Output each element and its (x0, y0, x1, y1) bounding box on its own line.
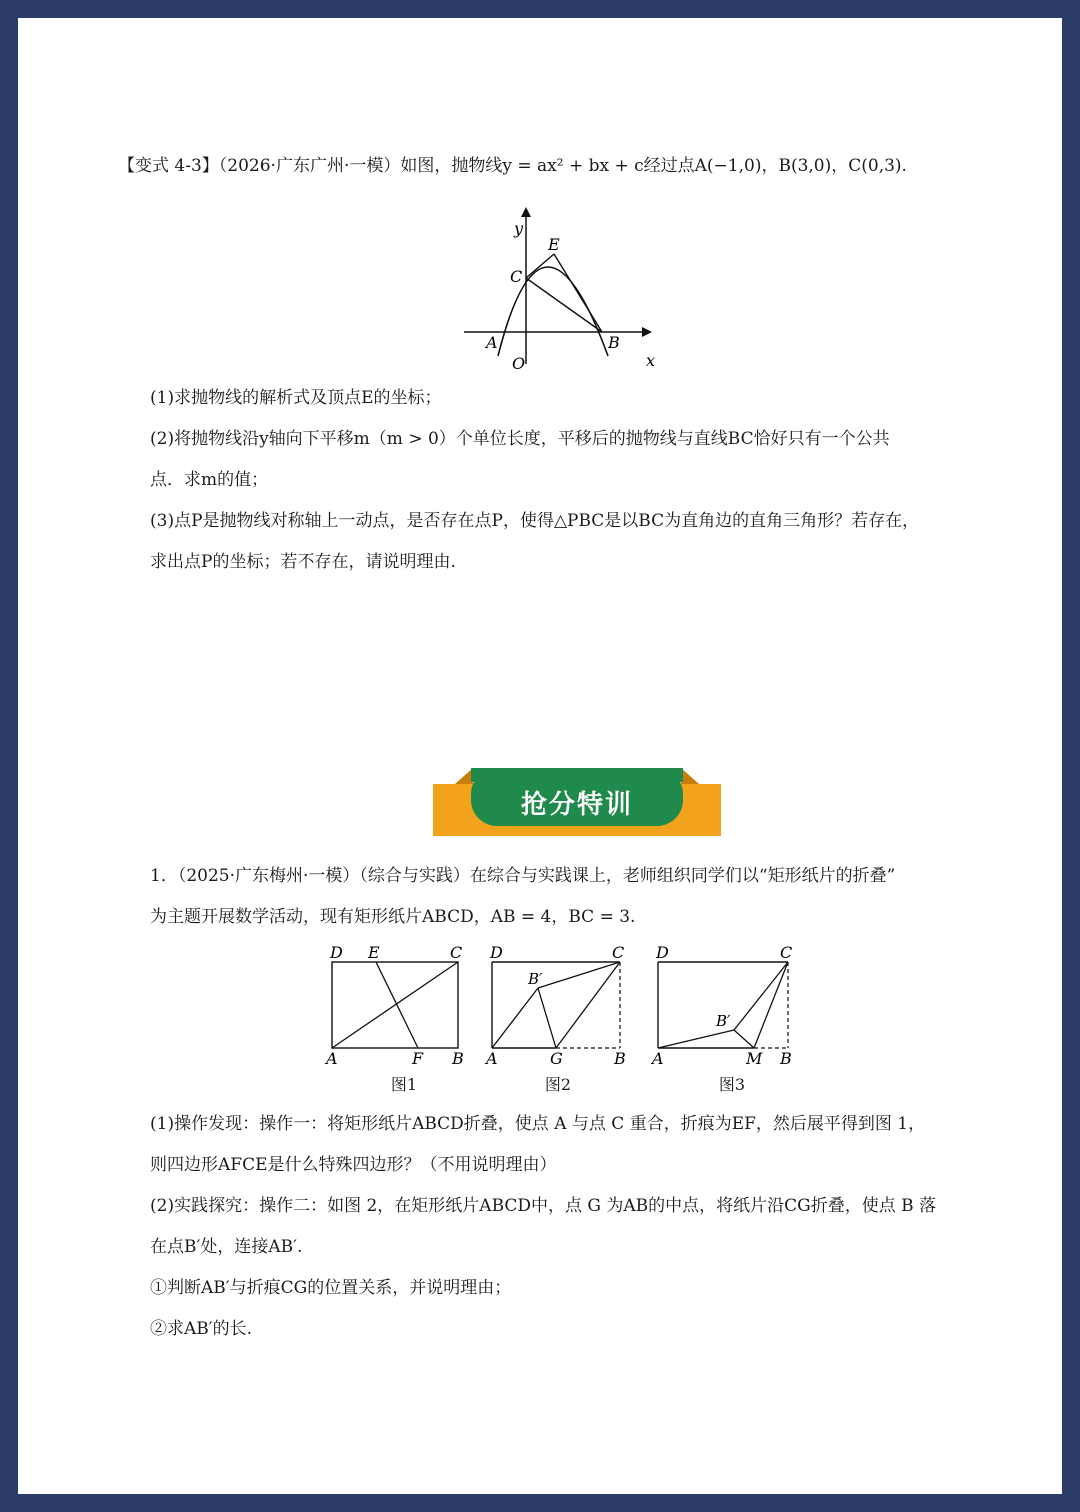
axis-y-label: y (514, 219, 524, 238)
fig1-e-label: E (368, 943, 380, 962)
problem-43-header: 【变式 4-3】（2026·广东广州·一模）如图，抛物线y = ax² + bx + c经过点A(−1,0)，B(3,0)，C(0,3). (118, 156, 907, 176)
point-e-label: E (548, 235, 560, 254)
problem-1-line2: 为主题开展数学活动，现有矩形纸片ABCD，AB = 4，BC = 3. (150, 907, 636, 927)
document-page (18, 18, 1062, 1494)
fig3-caption: 图3 (718, 1075, 746, 1094)
problem-1-q1-line1: (1)操作发现：操作一：将矩形纸片ABCD折叠，使点 A 与点 C 重合，折痕为EF，然后展平得到图 1， (150, 1114, 926, 1134)
fig1-b-label: B (452, 1049, 464, 1066)
point-a-label: A (486, 333, 498, 352)
problem-1-q2-sub2: ②求AB′的长. (150, 1319, 253, 1339)
problem-43-q1: (1)求抛物线的解析式及顶点E的坐标； (150, 388, 442, 408)
figure-2 (484, 942, 634, 1066)
fig1-c-label: C (450, 943, 463, 962)
fig1-f-label: F (412, 1049, 424, 1066)
fig3-c-label: C (780, 943, 793, 962)
fig2-bprime-label: B′ (528, 970, 543, 988)
fig2-d-label: D (490, 943, 503, 962)
problem-43-q3-line1: (3)点P是抛物线对称轴上一动点，是否存在点P，使得△PBC是以BC为直角边的直角三角形？若存在， (150, 511, 920, 531)
figure-1 (324, 942, 474, 1066)
fig3-m-label: M (746, 1049, 763, 1066)
fig2-c-label: C (612, 943, 625, 962)
fig3-d-label: D (656, 943, 669, 962)
fig3-bprime-label: B′ (716, 1012, 731, 1030)
fig1-caption: 图1 (390, 1075, 418, 1094)
banner-title: 抢分特训 (520, 790, 633, 820)
parabola-figure (458, 198, 658, 370)
fig2-g-label: G (550, 1049, 563, 1066)
fig3-a-label: A (652, 1049, 664, 1066)
fig2-a-label: A (486, 1049, 498, 1066)
fig1-d-label: D (330, 943, 343, 962)
section-banner (433, 766, 721, 844)
point-b-label: B (608, 333, 620, 352)
fig3-b-label: B (780, 1049, 792, 1066)
problem-1-line1: 1．（2025·广东梅州·一模）（综合与实践）在综合与实践课上，老师组织同学们以“矩形纸片的折叠” (150, 866, 896, 886)
problem-1-q2-line1: (2)实践探究：操作二：如图 2，在矩形纸片ABCD中，点 G 为AB的中点，将纸片沿CG折叠，使点 B 落 (150, 1196, 937, 1216)
problem-43-q3-line2: 求出点P的坐标；若不存在，请说明理由. (150, 552, 456, 572)
problem-1-q2-line2: 在点B′处，连接AB′. (150, 1237, 303, 1257)
origin-label: O (512, 354, 526, 370)
point-c-label: C (510, 267, 523, 286)
fig2-caption: 图2 (544, 1075, 572, 1094)
problem-43-q2-line2: 点．求m的值； (150, 470, 269, 490)
axis-x-label: x (646, 351, 656, 370)
fig1-a-label: A (326, 1049, 338, 1066)
fig2-b-label: B (614, 1049, 626, 1066)
problem-43-q2-line1: (2)将抛物线沿y轴向下平移m（m > 0）个单位长度，平移后的抛物线与直线BC恰好只有一个公共 (150, 429, 890, 449)
problem-1-q2-sub1: ①判断AB′与折痕CG的位置关系，并说明理由； (150, 1278, 512, 1298)
problem-1-q1-line2: 则四边形AFCE是什么特殊四边形？（不用说明理由） (150, 1155, 557, 1175)
figure-3 (650, 942, 800, 1066)
